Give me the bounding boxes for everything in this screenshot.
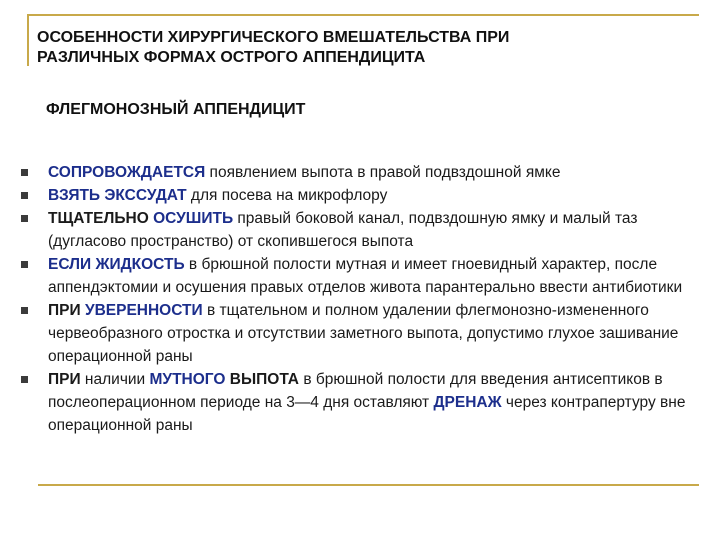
title-line-2: РАЗЛИЧНЫХ ФОРМАХ ОСТРОГО АППЕНДИЦИТА xyxy=(37,49,426,66)
item-keyword: ЕСЛИ ЖИДКОСТЬ xyxy=(48,256,185,273)
square-bullet-icon xyxy=(21,307,28,314)
item-keyword-highlight: ОСУШИТЬ xyxy=(153,210,234,227)
list-item xyxy=(0,207,720,253)
square-bullet-icon xyxy=(21,376,28,383)
item-text: в брюшной полости для введения антисептиков в послеоперационном периоде на 3—4 дня оставляют xyxy=(48,371,663,411)
title-line-1: ОСОБЕННОСТИ ХИРУРГИЧЕСКОГО ВМЕШАТЕЛЬСТВА ПРИ xyxy=(37,29,510,46)
item-keyword: ПРИ xyxy=(48,302,85,319)
slide-title xyxy=(37,28,697,68)
section-subtitle: ФЛЕГМОНОЗНЫЙ АППЕНДИЦИТ xyxy=(46,101,306,118)
item-keyword-highlight: УВЕРЕННОСТИ xyxy=(84,302,203,319)
list-item xyxy=(0,253,720,299)
list-item xyxy=(0,299,720,368)
item-text: для посева на микрофлору xyxy=(186,187,388,204)
item-keyword-highlight: МУТНОГО xyxy=(149,371,226,388)
item-keyword: ВЫПОТА xyxy=(229,371,300,388)
item-text: наличии xyxy=(80,371,150,388)
item-keyword: ПРИ xyxy=(48,371,81,388)
item-text: правый боковой канал, подвздошную ямку и малый таз (дугласово пространство) от скопившегося выпота xyxy=(48,210,638,250)
list-item xyxy=(0,184,720,207)
item-keyword: ТЩАТЕЛЬНО xyxy=(48,210,154,227)
left-frame-line xyxy=(27,14,29,66)
square-bullet-icon xyxy=(21,192,28,199)
square-bullet-icon xyxy=(21,261,28,268)
item-text: через контрапертуру вне операционной раны xyxy=(48,394,686,434)
list-item xyxy=(0,161,720,184)
top-frame-line xyxy=(27,14,699,16)
item-keyword: СОПРОВОЖДАЕТСЯ xyxy=(48,164,206,181)
bottom-divider-line xyxy=(38,484,699,486)
item-keyword-highlight: ДРЕНАЖ xyxy=(433,394,502,411)
item-text: в тщательном и полном удалении флегмонозно-измененного червеобразного отростка и отсутствии заметного выпота, допустимо глухое зашивание операционной раны xyxy=(48,302,679,365)
bullet-list xyxy=(0,161,720,437)
item-text: появлением выпота в правой подвздошной ямке xyxy=(205,164,561,181)
square-bullet-icon xyxy=(21,215,28,222)
item-keyword: ВЗЯТЬ ЭКССУДАТ xyxy=(48,187,187,204)
square-bullet-icon xyxy=(21,169,28,176)
list-item xyxy=(0,368,720,437)
item-text: в брюшной полости мутная и имеет гноевидный характер, после аппендэктомии и осушения правых отделов живота парантерально ввести антибиотики xyxy=(48,256,683,296)
